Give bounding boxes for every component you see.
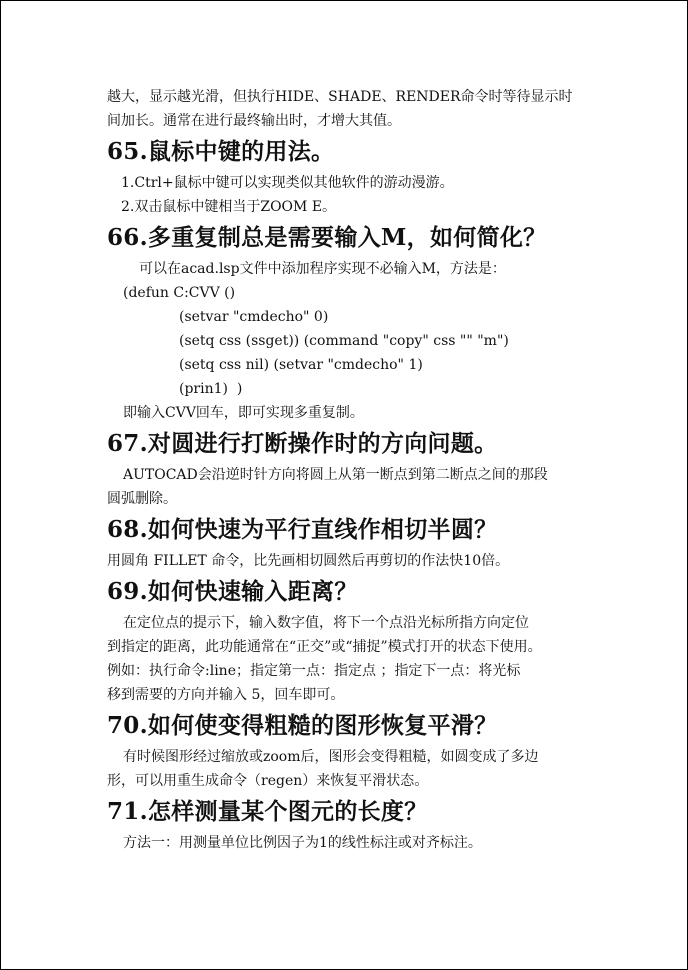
paragraph-line: 圆弧删除。 [107, 491, 177, 507]
code-line: (setq css (ssget)) (command "copy" css "" "m") [179, 333, 509, 349]
paragraph-line: 用圆角 FILLET 命令，比先画相切圆然后再剪切的作法快10倍。 [107, 553, 510, 569]
paragraph-line: 形，可以用重生成命令（regen）来恢复平滑状态。 [107, 773, 429, 789]
section-heading-66: 66.多重复制总是需要输入M，如何简化？ [107, 224, 547, 251]
intro-line-1: 越大，显示越光滑，但执行HIDE、SHADE、RENDER命令时等待显示时 [107, 89, 573, 105]
paragraph-line: 在定位点的提示下，输入数字值，将下一个点沿光标所指方向定位 [123, 615, 529, 631]
section-66-outro: 即输入CVV回车，即可实现多重复制。 [123, 405, 364, 421]
page-content [107, 85, 585, 855]
paragraph-line: 移到需要的方向并输入 5，回车即可。 [107, 687, 345, 703]
intro-line-2: 间加长。通常在进行最终输出时，才增大其值。 [107, 113, 401, 129]
section-66-intro: 可以在acad.lsp文件中添加程序实现不必输入M，方法是： [139, 261, 506, 277]
paragraph-line: 例如：执行命令:line；指定第一点：指定点 ；指定下一点：将光标 [107, 663, 521, 679]
section-heading-70: 70.如何使变得粗糙的图形恢复平滑？ [107, 712, 498, 739]
section-heading-65: 65.鼠标中键的用法。 [107, 138, 335, 165]
section-65-list [107, 171, 585, 219]
section-heading-67: 67.对圆进行打断操作时的方向问题。 [107, 430, 498, 457]
section-heading-69: 69.如何快速输入距离？ [107, 578, 358, 605]
code-line: (setq css nil) (setvar "cmdecho" 1) [179, 357, 423, 373]
paragraph-line: 有时候图形经过缩放或zoom后，图形会变得粗糙，如圆变成了多边 [123, 749, 539, 765]
paragraph-line: AUTOCAD会沿逆时针方向将圆上从第一断点到第二断点之间的那段 [123, 467, 548, 483]
section-heading-68: 68.如何快速为平行直线作相切半圆？ [107, 516, 498, 543]
code-line: (defun C:CVV () [123, 285, 236, 301]
paragraph-line: 到指定的距离，此功能通常在“正交”或“捕捉”模式打开的状态下使用。 [107, 639, 542, 655]
paragraph-line: 方法一：用测量单位比例因子为1的线性标注或对齐标注。 [123, 835, 482, 851]
lisp-code-block [107, 281, 585, 401]
code-line: (prin1) ) [179, 381, 243, 397]
code-line: (setvar "cmdecho" 0) [179, 309, 329, 325]
section-heading-71: 71.怎样测量某个图元的长度？ [107, 798, 428, 825]
list-item: 2.双击鼠标中键相当于ZOOM E。 [121, 199, 337, 215]
list-item: 1.Ctrl+鼠标中键可以实现类似其他软件的游动漫游。 [121, 175, 454, 191]
